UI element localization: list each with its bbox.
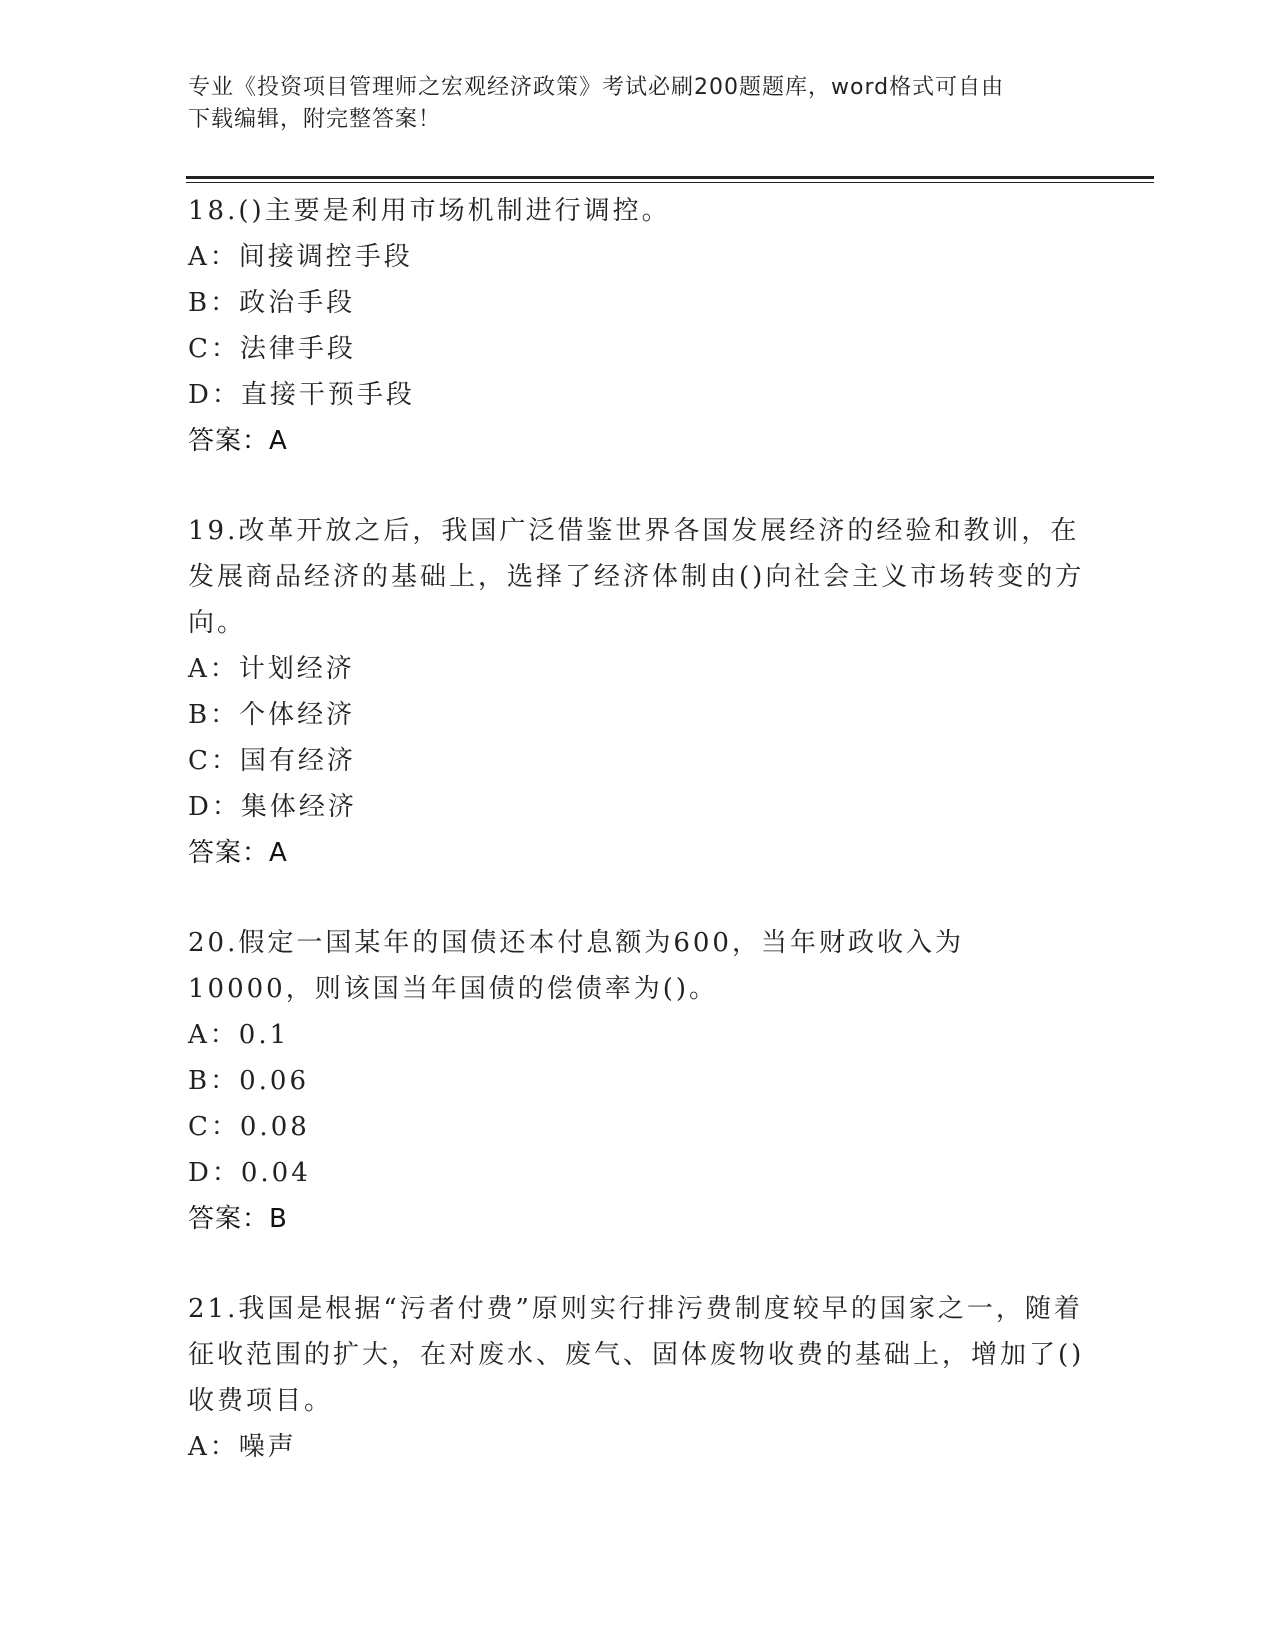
header-divider-thick [186, 176, 1154, 179]
option-a: A：0.1 [188, 1020, 290, 1050]
header-line-2: 下载编辑，附完整答案！ [188, 107, 442, 132]
question-text: 21.我国是根据“污者付费”原则实行排污费制度较早的国家之一，随着征收范围的扩大，在对废水、废气、固体废物收费的基础上，增加了()收费项目。 [188, 1294, 1085, 1416]
question-spacer [188, 1242, 1088, 1286]
option-b: B：个体经济 [188, 700, 356, 730]
question-20 [188, 920, 1088, 1242]
question-21 [188, 1286, 1088, 1470]
answer-line: 答案：A [188, 838, 288, 868]
answer-line: 答案：A [188, 426, 288, 456]
option-a: A：噪声 [188, 1432, 297, 1462]
document-header [188, 72, 1088, 136]
option-c: C：0.08 [188, 1112, 310, 1142]
question-text: 19.改革开放之后，我国广泛借鉴世界各国发展经济的经验和教训，在发展商品经济的基础上，选择了经济体制由()向社会主义市场转变的方向。 [188, 516, 1085, 638]
option-a: A：间接调控手段 [188, 242, 413, 272]
question-text: 20.假定一国某年的国债还本付息额为600，当年财政收入为10000，则该国当年国债的偿债率为()。 [188, 928, 964, 1004]
option-d: D：0.04 [188, 1158, 311, 1188]
option-c: C：国有经济 [188, 746, 356, 776]
question-spacer [188, 876, 1088, 920]
option-a: A：计划经济 [188, 654, 355, 684]
question-text: 18.()主要是利用市场机制进行调控。 [188, 196, 671, 226]
answer-line: 答案：B [188, 1204, 288, 1234]
header-line-1: 专业《投资项目管理师之宏观经济政策》考试必刷200题题库，word格式可自由 [188, 75, 1005, 100]
option-c: C：法律手段 [188, 334, 356, 364]
option-b: B：政治手段 [188, 288, 356, 318]
question-spacer [188, 464, 1088, 508]
option-b: B：0.06 [188, 1066, 309, 1096]
header-divider-thin [186, 182, 1154, 183]
question-list [188, 188, 1088, 1470]
option-d: D：直接干预手段 [188, 380, 415, 410]
option-d: D：集体经济 [188, 792, 357, 822]
question-19 [188, 508, 1088, 876]
question-18 [188, 188, 1088, 464]
